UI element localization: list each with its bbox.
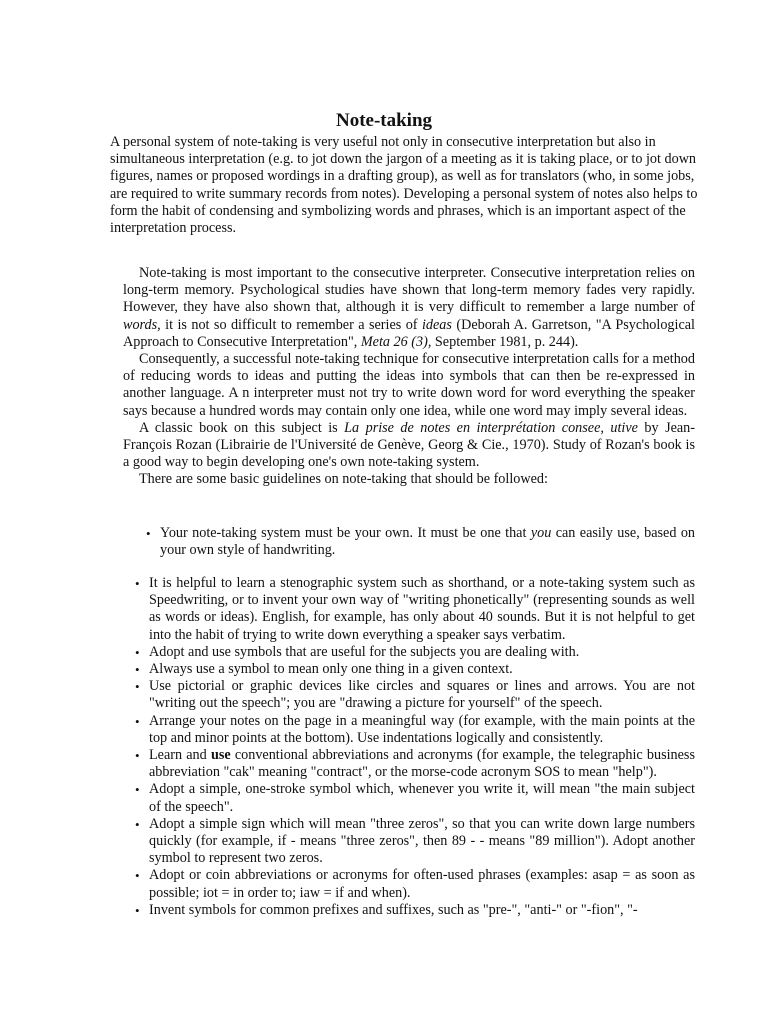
p1-italic-journal: Meta 26 (3), — [360, 333, 432, 350]
list-item — [135, 661, 695, 678]
intro-paragraph: A personal system of note-taking is very useful not only in consecutive interpretation but also in simultaneous interpretation (e.g. to jot down the jargon of a meeting as it is taking place, or to jot down figures, names or proposed wordings in a drafting group), as well as for translators (who, in some jobs, are required to write summary records from notes). Developing a personal system of notes also helps to form the habit of condensing and symbolizing words and phrases, which is an important aspect of the interpretation process. — [110, 134, 698, 237]
list-item-text: It is helpful to learn a stenographic system such as shorthand, or a note-taking system such as Speedwriting, or to invent your own way of "writing phonetically" (representing sounds as well as words or ideas). English, for example, has only about 40 sounds. But it is not helpful to get into the habit of trying to write down everything a speaker says verbatim. — [149, 575, 695, 643]
list-item — [146, 525, 696, 559]
list-item-text: Adopt a simple, one-stroke symbol which, whenever you write it, will mean "the main subject of the speech". — [149, 781, 695, 815]
list-item — [135, 678, 695, 712]
p3-text-c: by Jean-François Rozan (Librairie de l'Université de Genève, Georg & Cie., 1970). Study of Rozan's book is a good way to begin developing one's own note-taking system. — [123, 419, 695, 471]
list-item — [135, 901, 695, 919]
learn-text-a: Learn and — [149, 747, 211, 764]
page-title: Note-taking — [335, 110, 433, 131]
bullet-icon: • — [135, 713, 140, 729]
learn-bold-use: use — [210, 747, 231, 764]
bullet-icon: • — [135, 576, 140, 591]
guideline-list — [135, 575, 695, 919]
list-item-text: Use pictorial or graphic devices like circles and squares or lines and arrows. You are not "writing out the speech"; you are "drawing a picture for yourself" of the speech. — [149, 678, 695, 712]
p1-citation: (Deborah A. Garretson, "A Psychological Approach to Consecutive Interpretation", — [123, 316, 695, 350]
paragraph-consecutive — [123, 265, 695, 351]
list-item-text: Always use a symbol to mean only one thing in a given context. — [149, 661, 513, 678]
p3-text-a: A classic book on this subject is — [139, 419, 345, 436]
list-item — [135, 815, 695, 868]
paragraph-guidelines-intro: There are some basic guidelines on note-taking that should be followed: — [139, 471, 548, 488]
list-item-text: Adopt a simple sign which will mean "three zeros", so that you can write down large numbers quickly (for example, if - means "three zeros", then 89 - - means "89 million"). Adopt another symbol to represent two zeros. — [149, 815, 695, 867]
bullet-icon: • — [135, 816, 140, 832]
bullet-icon: • — [135, 748, 140, 764]
p1-text-c: it is not so difficult to remember a series of — [160, 316, 422, 333]
list-item-text: Invent symbols for common prefixes and suffixes, such as "pre-", "anti-" or "-fion", "- — [149, 901, 638, 918]
paragraph-rozan — [123, 420, 695, 472]
paragraph-technique: Consequently, a successful note-taking technique for consecutive interpretation calls for a method of reducing words to ideas and putting the ideas into symbols that can then be re-expressed in another language. A n interpreter must not try to write down word for word everything the speaker says because a hundred words may contain only one idea, while one word may imply several ideas. — [123, 351, 695, 419]
p1-text-a: Note-taking is most important to the consecutive interpreter. Consecutive interpretation relies on long-term memory. Psychological studies have shown that long-term memory fades very rapidly. However, they have also shown that, although it is very difficult to remember a large number of — [123, 265, 695, 316]
item-text-a: Your note-taking system must be your own. It must be one that — [160, 525, 531, 541]
book-title: La prise de notes en interprétation consee, utive — [344, 419, 638, 436]
item-italic-you: you — [530, 525, 552, 541]
list-item — [135, 712, 695, 747]
body-text — [123, 265, 695, 489]
bullet-icon: • — [135, 868, 140, 884]
list-item — [135, 781, 695, 815]
list-item — [135, 747, 695, 781]
list-item-text: Adopt or coin abbreviations or acronyms for often-used phrases (examples: asap = as soon as possible; iot = in order to; iaw = if and when). — [149, 867, 695, 901]
bullet-icon: • — [135, 662, 140, 678]
bullet-icon: • — [135, 902, 140, 918]
list-item — [135, 575, 695, 644]
bullet-icon: • — [135, 644, 140, 660]
bullet-icon: • — [146, 526, 151, 541]
p1-citation-end: September 1981, p. 244). — [431, 333, 579, 350]
learn-text-c: conventional abbreviations and acronyms (for example, the telegraphic business abbreviation "cak" meaning "contract", or the morse-code acronym SOS to mean "help"). — [149, 747, 695, 781]
bullet-icon: • — [135, 679, 140, 695]
list-item-text: Arrange your notes on the page in a meaningful way (for example, with the main points at the top and minor points at the bottom). Use indentations logically and consistently. — [149, 712, 695, 746]
list-item — [135, 867, 695, 901]
p1-italic-ideas: ideas — [421, 316, 452, 333]
item-text-c: can easily use, based on your own style of handwriting. — [160, 525, 696, 559]
bullet-icon: • — [135, 782, 140, 798]
list-item-text: Adopt and use symbols that are useful for the subjects you are dealing with. — [149, 643, 580, 660]
list-item — [135, 643, 695, 661]
p1-italic-words: words, — [123, 316, 161, 333]
guideline-list-first — [146, 525, 696, 559]
